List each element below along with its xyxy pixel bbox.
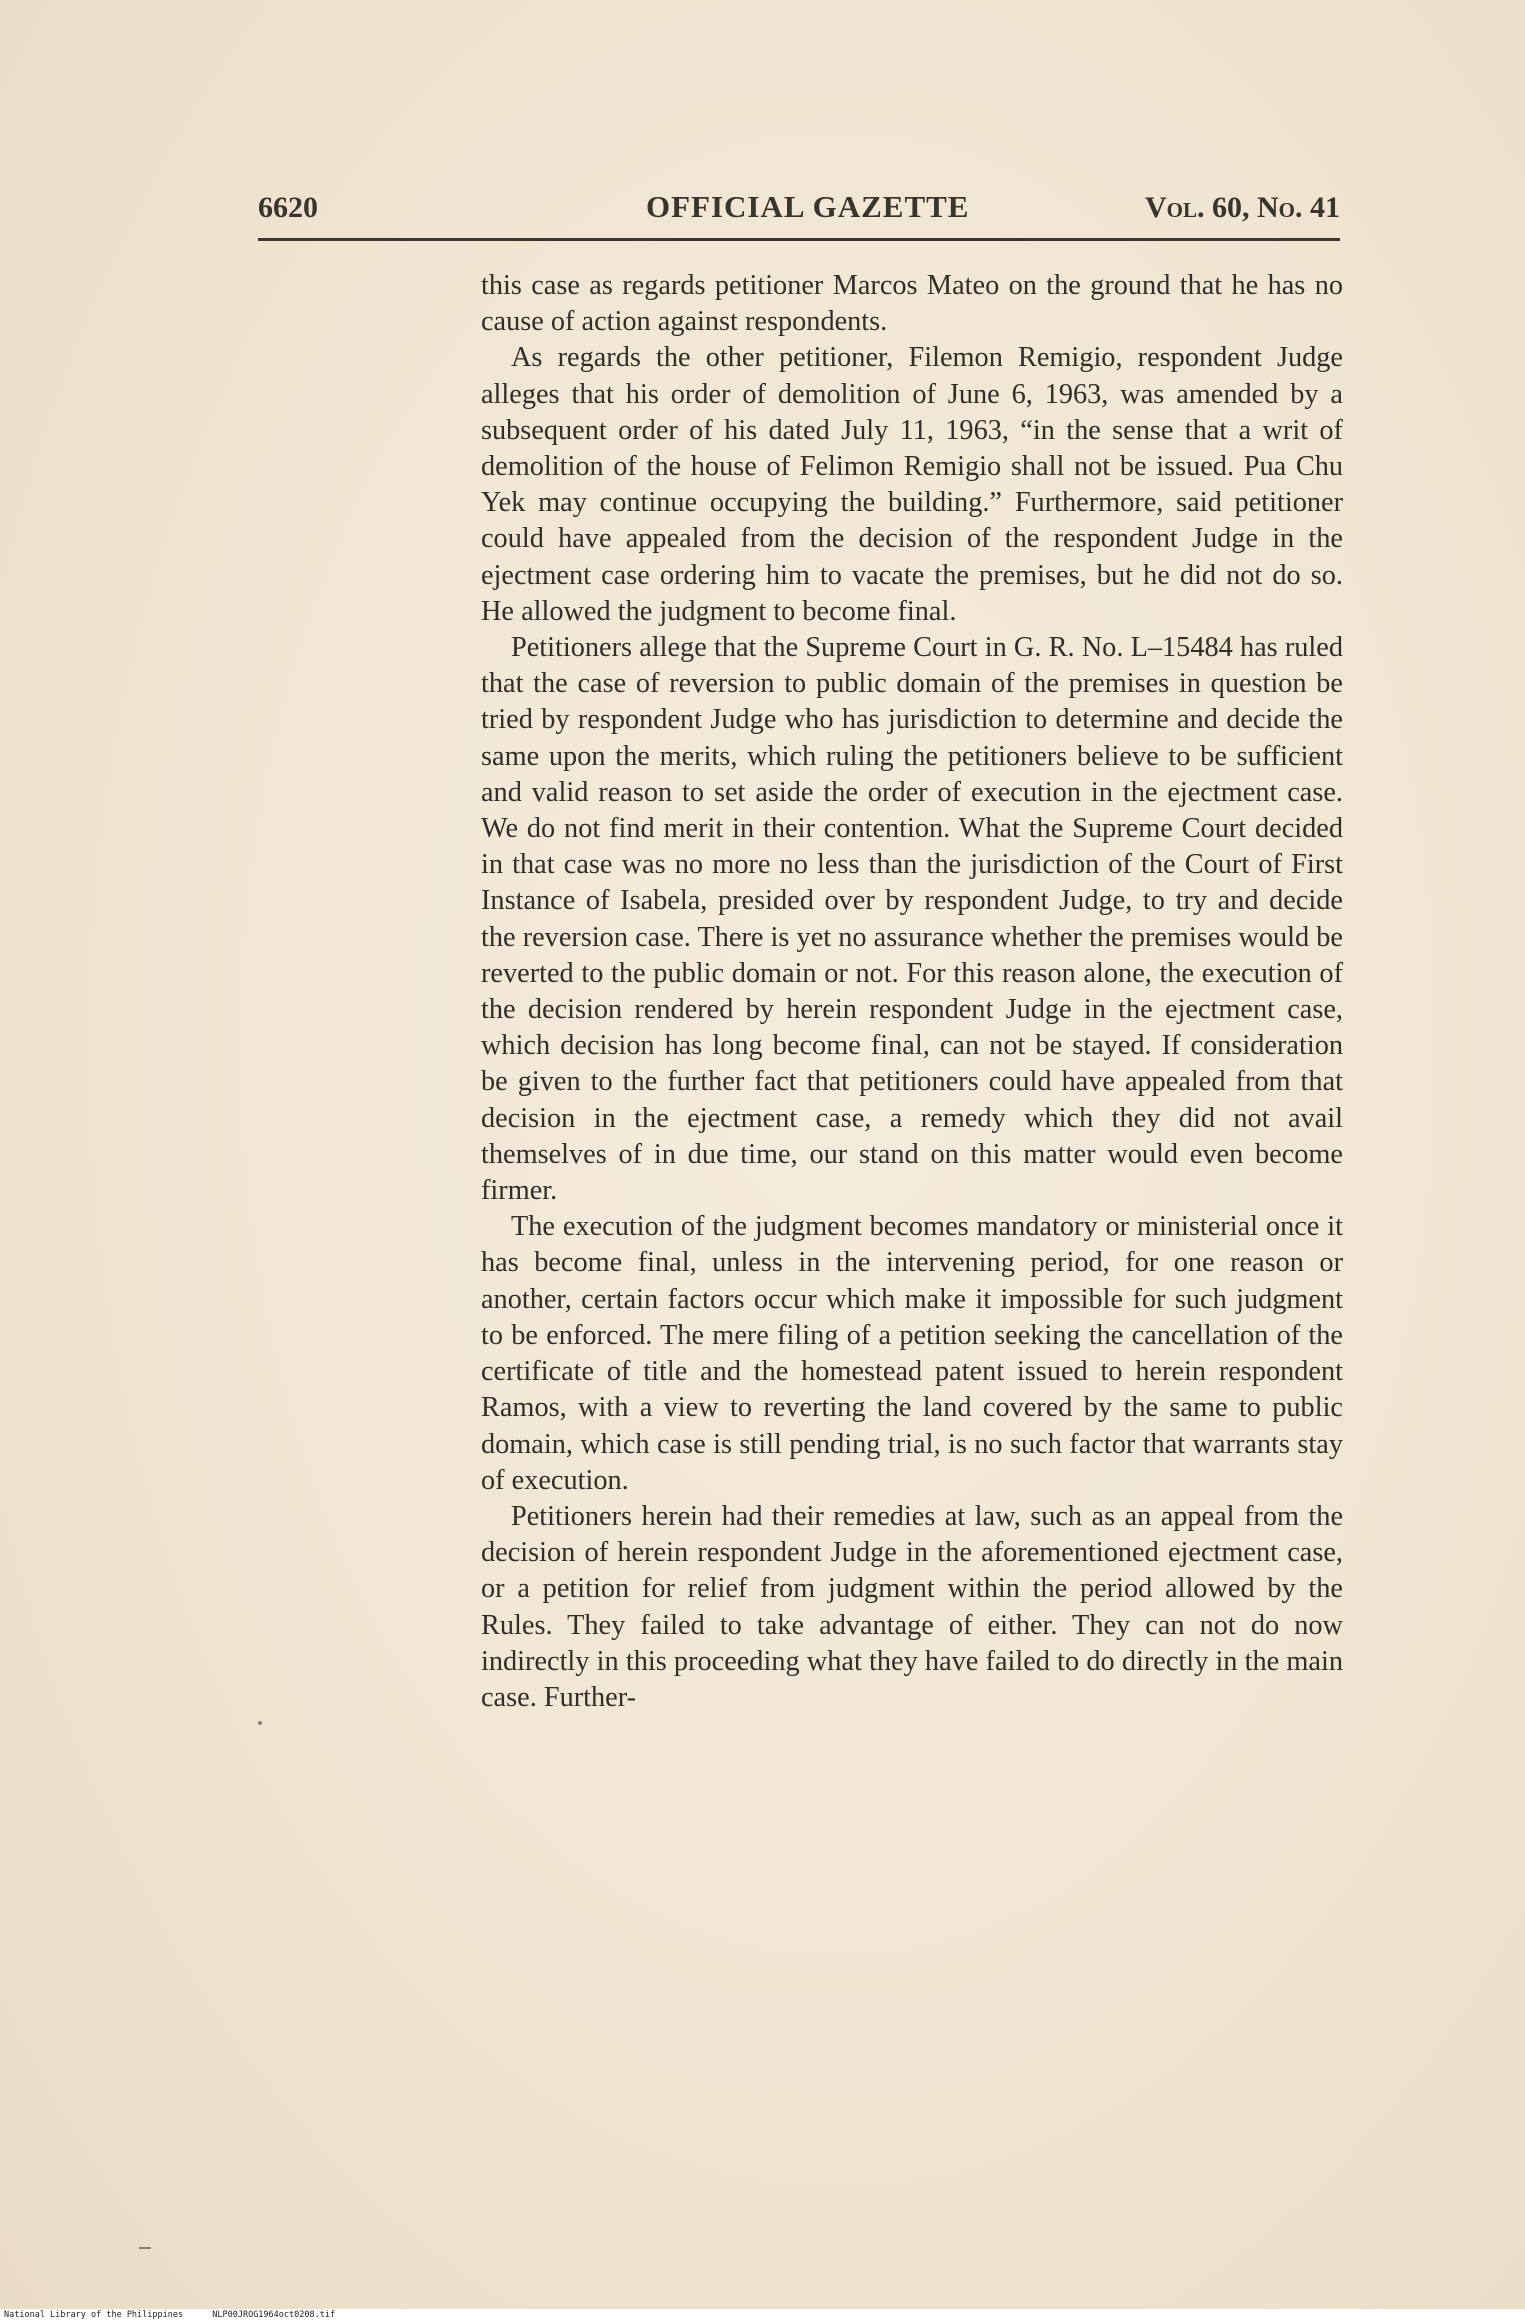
paragraph-continued: this case as regards petitioner Marcos Mateo on the ground that he has no cause of action against respondents. [481, 270, 1343, 338]
paragraph: Petitioners herein had their remedies at law, such as an appeal from the decision of herein respondent Judge in the aforementioned ejectment case, or a petition for relief from judgment within the period allowed by the Rules. They failed to take advantage of either. They can not do now indirectly in this proceeding what they have failed to do directly in the main case. Further- [481, 1500, 1343, 1713]
scan-footer [0, 2309, 1525, 2321]
paragraph: Petitioners allege that the Supreme Court in G. R. No. L–15484 has ruled that the case of reversion to public domain of the premises in question be tried by respondent Judge who has jurisdiction to determine and decide the same upon the merits, which ruling the petitioners believe to be sufficient and valid reason to set aside the order of execution in the ejectment case. We do not find merit in their contention. What the Supreme Court decided in that case was no more no less than the jurisdiction of the Court of First Instance of Isabela, presided over by respondent Judge, to try and decide the reversion case. There is yet no assurance whether the premises would be reverted to the public domain or not. For this reason alone, the execution of the decision rendered by herein respondent Judge in the ejectment case, which decision has long become final, can not be stayed. If consideration be given to the further fact that petitioners could have appealed from that decision in the ejectment case, a remedy which they did not avail themselves of in due time, our stand on this matter would even become firmer. [481, 632, 1343, 1207]
margin-mark [139, 2247, 151, 2249]
publication-title: OFFICIAL GAZETTE [646, 189, 970, 224]
running-header [258, 183, 1348, 233]
volume-number: Vol. 60, No. 41 [1144, 191, 1340, 224]
library-credit: National Library of the Philippines [4, 2310, 184, 2320]
margin-speck [258, 1721, 262, 1725]
header-rule [258, 238, 1340, 241]
body-text [481, 268, 1343, 1716]
paragraph: The execution of the judgment becomes mandatory or ministerial once it has become final, unless in the intervening period, for one reason or another, certain factors occur which make it impossible for such judgment to be enforced. The mere filing of a petition seeking the cancellation of the certificate of title and the homestead patent issued to herein respondent Ramos, with a view to reverting the land covered by the same to public domain, which case is still pending trial, is no such factor that warrants stay of execution. [481, 1211, 1343, 1496]
scan-filename: NLP00JROG1964oct0208.tif [212, 2310, 336, 2320]
page-number: 6620 [258, 191, 318, 224]
paragraph: As regards the other petitioner, Filemon Remigio, respondent Judge alleges that his order of demolition of June 6, 1963, was amended by a subsequent order of his dated July 11, 1963, “in the sense that a writ of demolition of the house of Felimon Remigio shall not be issued. Pua Chu Yek may continue occupying the building.” Furthermore, said petitioner could have appealed from the decision of the respondent Judge in the ejectment case ordering him to vacate the premises, but he did not do so. He allowed the judgment to become final. [481, 342, 1343, 627]
